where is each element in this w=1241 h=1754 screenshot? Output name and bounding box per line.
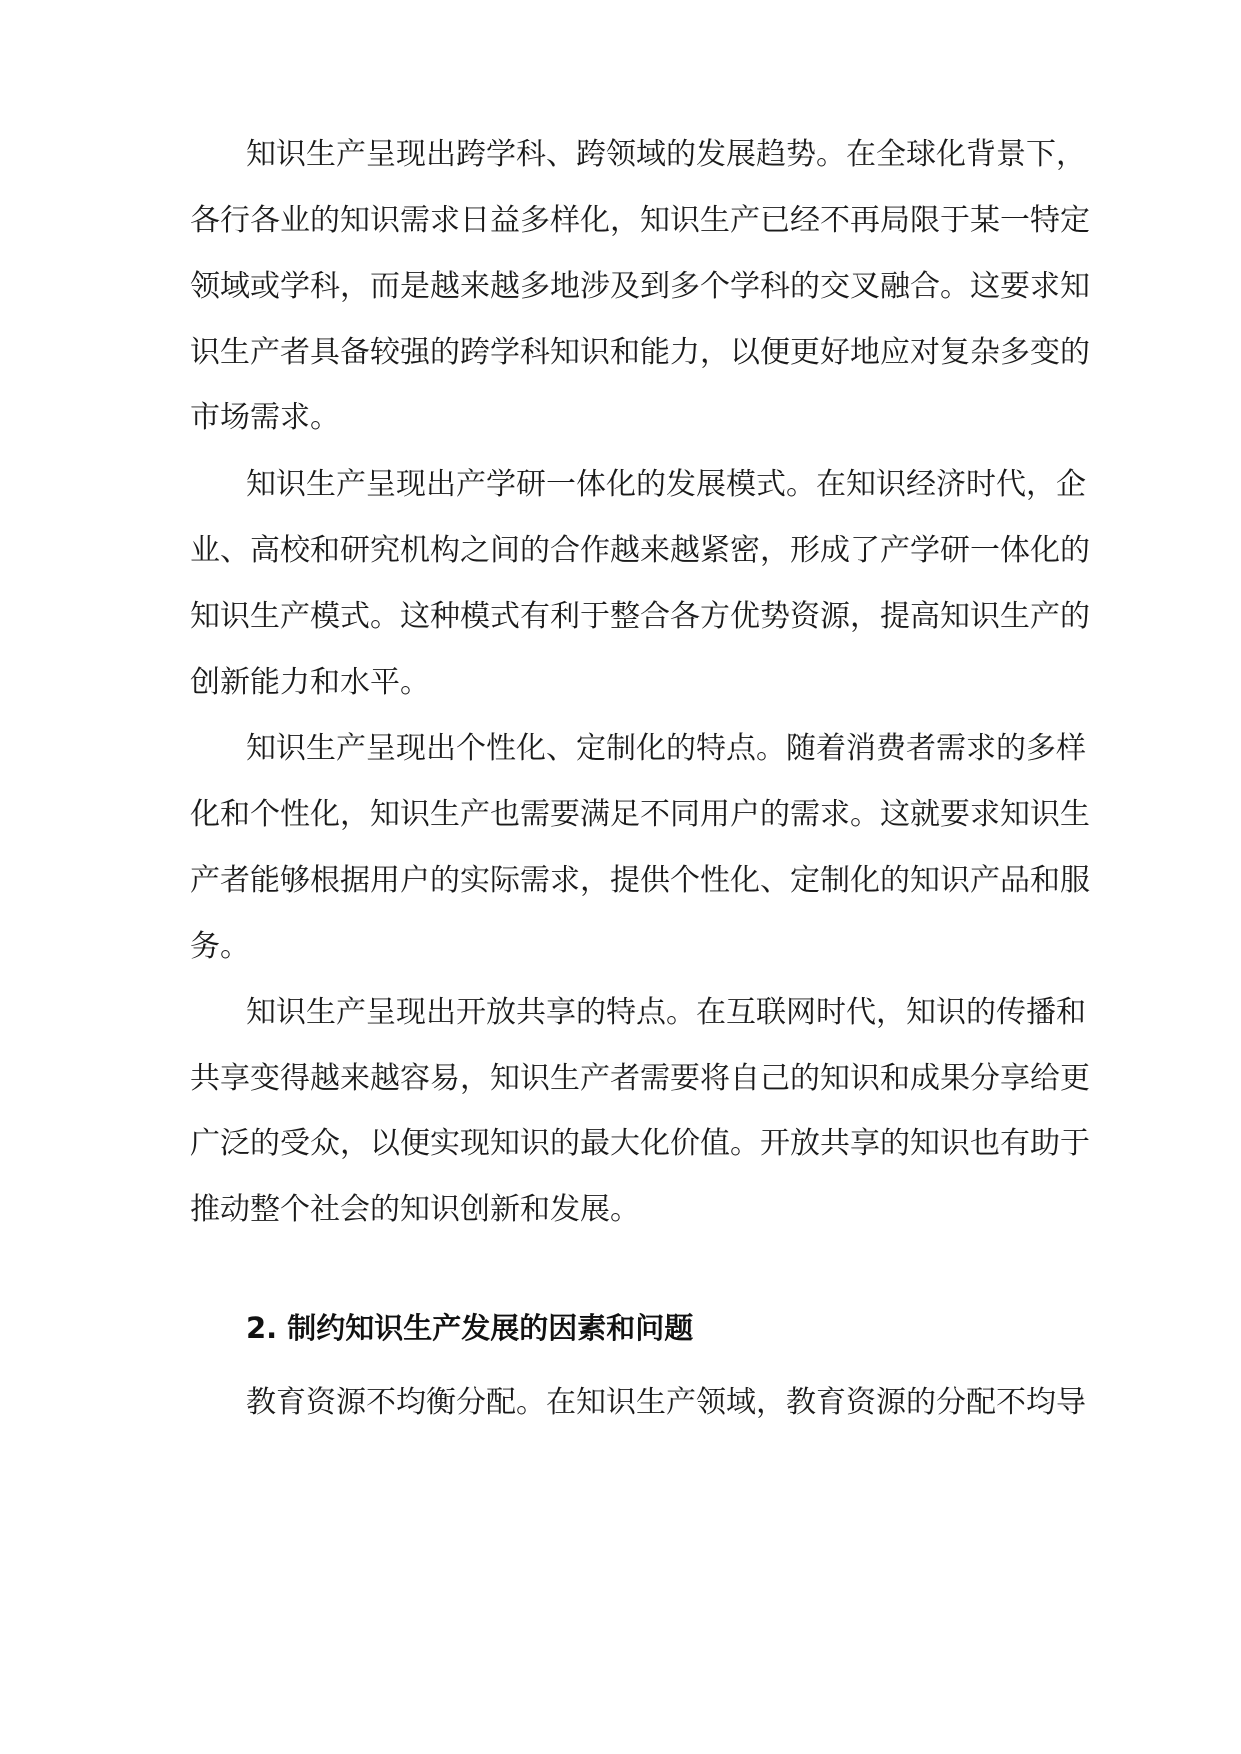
paragraph-2-line-3: 知识生产模式。这种模式有利于整合各方优势资源，提高知识生产的 bbox=[190, 599, 1090, 634]
paragraph-5-line-1: 教育资源不均衡分配。在知识生产领域，教育资源的分配不均导 bbox=[246, 1385, 1086, 1420]
paragraph-1-line-5: 市场需求。 bbox=[190, 400, 340, 435]
paragraph-2-line-1: 知识生产呈现出产学研一体化的发展模式。在知识经济时代，企 bbox=[246, 467, 1086, 502]
section-heading: 2. 制约知识生产发展的因素和问题 bbox=[246, 1311, 694, 1345]
paragraph-4-line-4: 推动整个社会的知识创新和发展。 bbox=[190, 1192, 640, 1227]
paragraph-1-line-2: 各行各业的知识需求日益多样化，知识生产已经不再局限于某一特定 bbox=[190, 203, 1090, 238]
paragraph-4-line-1: 知识生产呈现出开放共享的特点。在互联网时代，知识的传播和 bbox=[246, 995, 1086, 1030]
paragraph-2-line-2: 业、高校和研究机构之间的合作越来越紧密，形成了产学研一体化的 bbox=[190, 533, 1090, 568]
paragraph-4-line-3: 广泛的受众，以便实现知识的最大化价值。开放共享的知识也有助于 bbox=[190, 1126, 1090, 1161]
paragraph-4-line-2: 共享变得越来越容易，知识生产者需要将自己的知识和成果分享给更 bbox=[190, 1061, 1090, 1096]
paragraph-1-line-1: 知识生产呈现出跨学科、跨领域的发展趋势。在全球化背景下， bbox=[246, 137, 1086, 172]
paragraph-3-line-1: 知识生产呈现出个性化、定制化的特点。随着消费者需求的多样 bbox=[246, 731, 1086, 766]
paragraph-3-line-2: 化和个性化，知识生产也需要满足不同用户的需求。这就要求知识生 bbox=[190, 797, 1090, 832]
paragraph-2-line-4: 创新能力和水平。 bbox=[190, 665, 430, 700]
paragraph-3-line-3: 产者能够根据用户的实际需求，提供个性化、定制化的知识产品和服 bbox=[190, 863, 1090, 898]
paragraph-3-line-4: 务。 bbox=[190, 929, 250, 964]
paragraph-1-line-4: 识生产者具备较强的跨学科知识和能力，以便更好地应对复杂多变的 bbox=[190, 335, 1090, 370]
paragraph-1-line-3: 领域或学科，而是越来越多地涉及到多个学科的交叉融合。这要求知 bbox=[190, 269, 1090, 304]
